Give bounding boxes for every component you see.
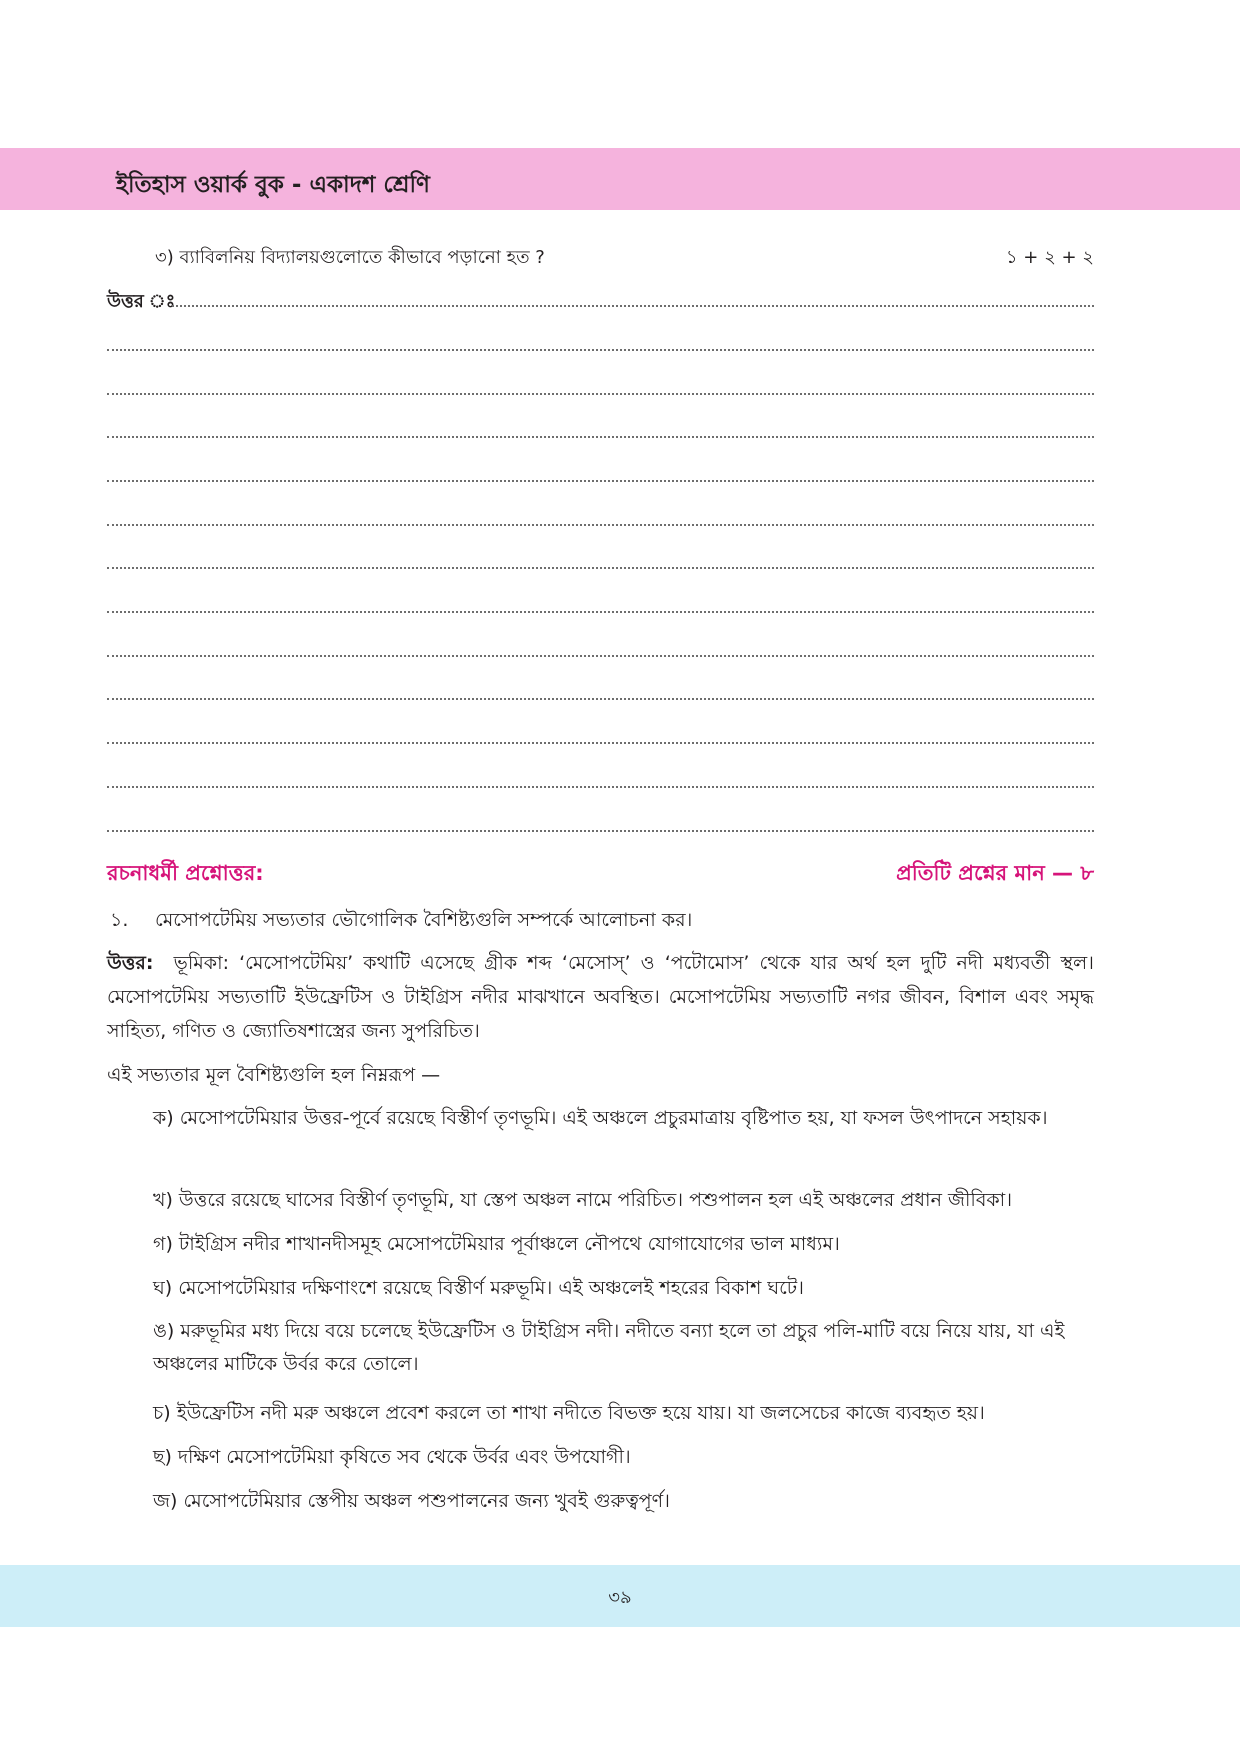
feature-item: ঙ) মরুভূমির মধ্য দিয়ে বয়ে চলেছে ইউফ্রেটিস ও টাইগ্রিস নদী। নদীতে বন্যা হলে তা প্রচুর পলি-মাটি বয়ে নিয়ে যায়, যা এই অঞ্চলের মাটিকে উর্বর করে তোলে। xyxy=(153,1320,1065,1375)
answer-line[interactable] xyxy=(107,524,1094,526)
question-3-text: ৩) ব্যাবিলনিয় বিদ্যালয়গুলোতে কীভাবে পড়ানো হত ? xyxy=(155,247,545,268)
feature-item: গ) টাইগ্রিস নদীর শাখানদীসমূহ মেসোপটেমিয়ার পূর্বাঞ্চলে নৌপথে যোগাযোগের ভাল মাধ্যম। xyxy=(153,1233,840,1255)
feature-item: চ) ইউফ্রেটিস নদী মরু অঞ্চলে প্রবেশ করলে তা শাখা নদীতে বিভক্ত হয়ে যায়। যা জলসেচের কাজে ব্যবহৃত হয়। xyxy=(153,1402,985,1424)
answer-line[interactable] xyxy=(107,830,1094,832)
answer-label: উত্তর ঃ xyxy=(107,291,176,312)
answer-line[interactable] xyxy=(107,567,1094,569)
feature-item: ক) মেসোপটেমিয়ার উত্তর-পূর্বে রয়েছে বিস্তীর্ণ তৃণভূমি। এই অঞ্চলে প্রচুরমাত্রায় বৃষ্টিপাত হয়, যা ফসল উৎপাদনে সহায়ক। xyxy=(153,1107,1048,1129)
answer-line[interactable] xyxy=(107,786,1094,788)
feature-item: ঘ) মেসোপটেমিয়ার দক্ষিণাংশে রয়েছে বিস্তীর্ণ মরুভূমি। এই অঞ্চলেই শহরের বিকাশ ঘটে। xyxy=(153,1277,804,1299)
answer-line[interactable] xyxy=(172,305,1094,307)
answer-line[interactable] xyxy=(107,698,1094,700)
answer-label-bold: উত্তর: xyxy=(107,952,154,974)
answer-line[interactable] xyxy=(107,655,1094,657)
page-header-title: ইতিহাস ওয়ার্ক বুক - একাদশ শ্রেণি xyxy=(116,172,430,198)
feature-item: জ) মেসোপটেমিয়ার স্তেপীয় অঞ্চল পশুপালনের জন্য খুবই গুরুত্বপূর্ণ। xyxy=(153,1490,670,1512)
answer-line[interactable] xyxy=(107,480,1094,482)
answer-line[interactable] xyxy=(107,349,1094,351)
question-3-marks: ১ + ২ + ২ xyxy=(1005,247,1094,268)
answer-line[interactable] xyxy=(107,742,1094,744)
question-1-text: মেসোপটেমিয় সভ্যতার ভৌগোলিক বৈশিষ্ট্যগুলি সম্পর্কে আলোচনা কর। xyxy=(155,909,693,931)
answer-intro-text: ভূমিকা: ‘মেসোপটেমিয়’ কথাটি এসেছে গ্রীক শব্দ ‘মেসোস্’ ও ‘পটোমোস’ থেকে যার অর্থ হল দুটি নদী মধ্যবর্তী স্থল। মেসোপটেমিয় সভ্যতাটি ইউফ্রেটিস ও টাইগ্রিস নদীর মাঝখানে অবস্থিত। মেসোপটেমিয় সভ্যতাটি নগর জীবন, বিশাল এবং সমৃদ্ধ সাহিত্য, গণিত ও জ্যোতিষশাস্ত্রের জন্য সুপরিচিত। xyxy=(107,952,1094,1042)
question-1-number: ১. xyxy=(110,909,129,931)
section-title: রচনাধর্মী প্রশ্নোত্তর: xyxy=(107,861,264,885)
answer-line[interactable] xyxy=(107,393,1094,395)
answer-line[interactable] xyxy=(107,436,1094,438)
answer-intro-paragraph xyxy=(107,946,1094,1048)
section-marks-note: প্রতিটি প্রশ্নের মান — ৮ xyxy=(896,861,1094,885)
answer-line[interactable] xyxy=(107,611,1094,613)
features-intro: এই সভ্যতার মূল বৈশিষ্ট্যগুলি হল নিম্নরূপ — xyxy=(107,1064,441,1086)
feature-item: ছ) দক্ষিণ মেসোপটেমিয়া কৃষিতে সব থেকে উর্বর এবং উপযোগী। xyxy=(153,1446,631,1468)
feature-item: খ) উত্তরে রয়েছে ঘাসের বিস্তীর্ণ তৃণভূমি, যা স্তেপ অঞ্চল নামে পরিচিত। পশুপালন হল এই অঞ্চলের প্রধান জীবিকা। xyxy=(153,1189,1012,1211)
page-number: ৩৯ xyxy=(608,1587,632,1608)
